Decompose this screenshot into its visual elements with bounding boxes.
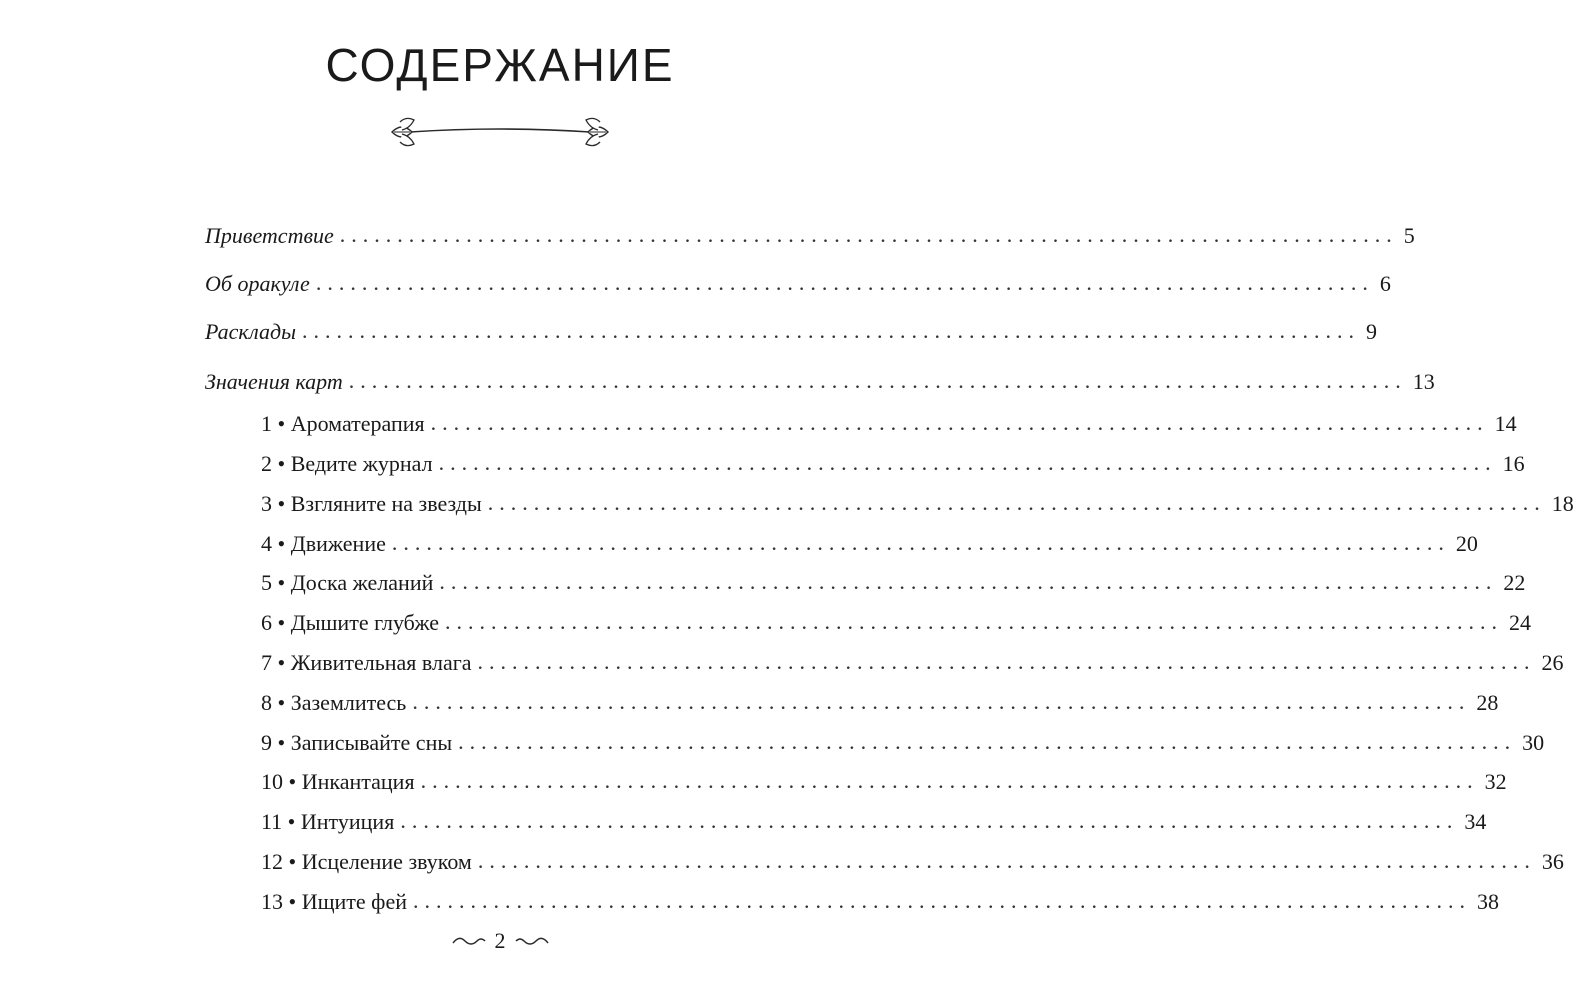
leader-dots: ............................................................................................ — [477, 848, 1536, 873]
toc-entry-section[interactable] — [205, 270, 1391, 298]
toc-entry-page: 38 — [1476, 889, 1499, 914]
toc-entry-section[interactable] — [205, 318, 1377, 346]
toc-entry-section[interactable] — [205, 368, 1435, 396]
toc-entry-label: 9 • Записывайте сны — [261, 730, 453, 755]
toc-entry-card[interactable] — [261, 649, 1564, 677]
page-footer — [0, 928, 1000, 954]
toc-entry-card[interactable] — [261, 609, 1531, 637]
toc-entry-page: 13 — [1412, 369, 1435, 394]
leader-dots: ............................................................................................ — [348, 368, 1407, 393]
toc-entry-card[interactable] — [261, 689, 1499, 717]
toc-entry-card[interactable] — [261, 848, 1564, 876]
toc-entry-card[interactable] — [261, 450, 1525, 478]
page-number: 2 — [494, 928, 506, 953]
leader-dots: ............................................................................................ — [400, 808, 1459, 833]
leader-dots: ............................................................................................ — [477, 649, 1536, 674]
toc-entry-page: 18 — [1551, 491, 1574, 516]
toc-entry-label: 8 • Заземлитесь — [261, 690, 407, 715]
leader-dots: ............................................................................................ — [302, 318, 1360, 343]
toc-entry-page: 9 — [1366, 319, 1377, 344]
toc-entry-label: 6 • Дышите глубже — [261, 610, 439, 635]
toc-entry-card[interactable] — [261, 888, 1499, 916]
leader-dots: ............................................................................................ — [487, 490, 1546, 515]
toc-entry-section[interactable] — [205, 222, 1415, 250]
toc-entry-page: 5 — [1403, 223, 1415, 248]
toc-entry-page: 28 — [1476, 690, 1499, 715]
toc-entry-page: 36 — [1541, 849, 1564, 874]
leader-dots: ............................................................................................ — [438, 450, 1497, 475]
toc-entry-label: 10 • Инкантация — [261, 769, 415, 794]
toc-entry-card[interactable] — [261, 768, 1507, 796]
leader-dots: ............................................................................................ — [420, 768, 1479, 793]
leader-dots: ............................................................................................ — [315, 270, 1374, 295]
right-swirl-icon — [514, 933, 550, 949]
toc-entry-label: 2 • Ведите журнал — [261, 451, 433, 476]
page-title: СОДЕРЖАНИЕ — [325, 39, 675, 91]
toc-entry-page: 20 — [1455, 531, 1478, 556]
toc-entry-card[interactable] — [261, 729, 1545, 757]
toc-entry-card[interactable] — [261, 530, 1478, 558]
toc-entry-page: 16 — [1502, 451, 1525, 476]
toc-entry-label: 3 • Взгляните на звезды — [261, 491, 482, 516]
toc-entry-label: 12 • Исцеление звуком — [261, 849, 472, 874]
toc-entry-label: 7 • Живительная влага — [261, 650, 472, 675]
toc-entry-label: Об оракуле — [205, 271, 310, 296]
toc-entry-label: Приветствие — [205, 223, 334, 248]
toc-entry-page: 26 — [1541, 650, 1564, 675]
toc-entry-page: 14 — [1494, 411, 1517, 436]
toc-entry-label: 4 • Движение — [261, 531, 386, 556]
toc-entry-page: 30 — [1522, 730, 1545, 755]
leader-dots: ............................................................................................ — [412, 888, 1471, 913]
toc-entry-page: 32 — [1484, 769, 1507, 794]
leader-dots: ............................................................................................ — [412, 689, 1471, 714]
toc-entry-card[interactable] — [261, 808, 1487, 836]
leader-dots: ............................................................................................ — [439, 569, 1498, 594]
toc-entry-label: 5 • Доска желаний — [261, 570, 434, 595]
toc-entry-page: 6 — [1379, 271, 1391, 296]
toc-entry-card[interactable] — [261, 490, 1574, 518]
leader-dots: ............................................................................................ — [458, 729, 1517, 754]
leader-dots: ............................................................................................ — [391, 530, 1450, 555]
left-swirl-icon — [451, 933, 487, 949]
toc-entry-card[interactable] — [261, 569, 1526, 597]
toc-entry-label: Расклады — [205, 319, 296, 344]
divider-ornament-icon — [380, 112, 620, 152]
toc-entry-label: 11 • Интуиция — [261, 809, 395, 834]
toc-entry-page: 22 — [1503, 570, 1526, 595]
leader-dots: ............................................................................................ — [445, 609, 1503, 634]
toc-entry-label: Значения карт — [205, 369, 343, 394]
toc-entry-card[interactable] — [261, 410, 1517, 438]
leader-dots: ............................................................................................ — [339, 222, 1398, 247]
toc-entry-page: 34 — [1464, 809, 1487, 834]
toc-entry-page: 24 — [1509, 610, 1531, 635]
toc-entry-label: 13 • Ищите фей — [261, 889, 407, 914]
toc-entry-label: 1 • Ароматерапия — [261, 411, 425, 436]
leader-dots: ............................................................................................ — [430, 410, 1489, 435]
